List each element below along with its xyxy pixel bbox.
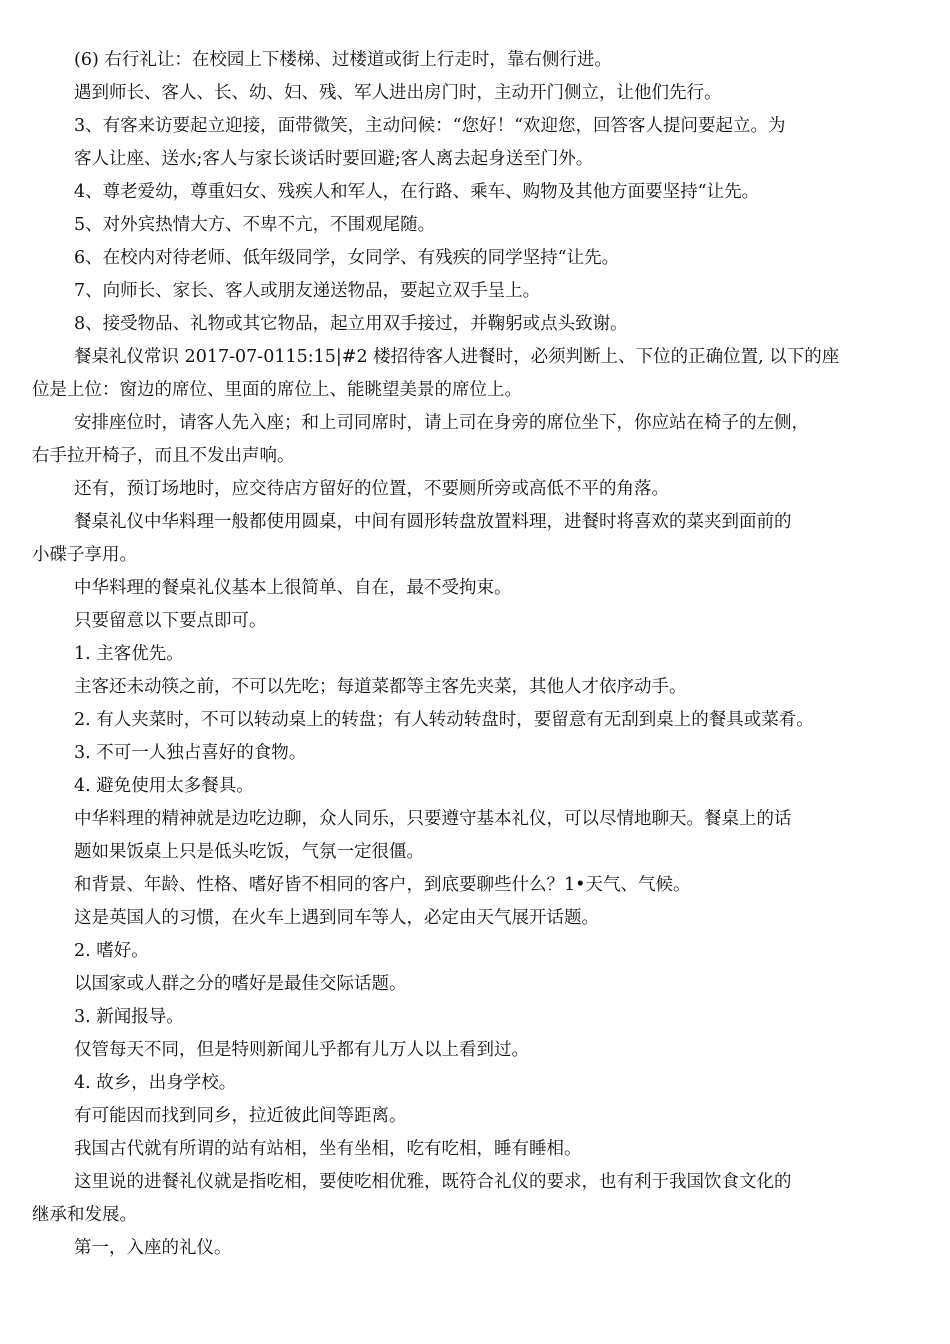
text-line: 8、接受物品、礼物或其它物品，起立用双手接过，并鞠躬或点头致谢。 (74, 314, 628, 334)
text-line: 4、尊老爱幼，尊重妇女、残疾人和军人，在行路、乘车、购物及其他方面要坚持“让先。 (74, 182, 760, 202)
text-line: 3、有客来访要起立迎接，面带微笑，主动问候：“您好！“欢迎您，回答客人提问要起立。为 (74, 116, 786, 136)
text-line: 中华料理的餐桌礼仪基本上很简单、自在，最不受拘束。 (74, 578, 512, 598)
text-line: 这里说的进餐礼仪就是指吃相，要使吃相优雅，既符合礼仪的要求，也有利于我国饮食文化的 (74, 1172, 792, 1192)
text-line: 位是上位：窗边的席位、里面的席位上、能眺望美景的席位上。 (32, 380, 522, 400)
text-line: 和背景、年龄、性格、嗜好皆不相同的客户，到底要聊些什么？1•天气、气候。 (74, 875, 691, 895)
text-line: 餐桌礼仪中华料理一般都使用圆桌，中间有圆形转盘放置料理，进餐时将喜欢的菜夹到面前的 (74, 512, 792, 532)
text-line: 6、在校内对待老师、低年级同学，女同学、有残疾的同学坚持“让先。 (74, 248, 620, 268)
text-line: 7、向师长、家长、客人或朋友递送物品，要起立双手呈上。 (74, 281, 541, 301)
text-line: 我国古代就有所谓的站有站相，坐有坐相，吃有吃相，睡有睡相。 (74, 1139, 582, 1159)
text-line: 5、对外宾热情大方、不卑不亢，不围观尾随。 (74, 215, 436, 235)
text-line: 3. 不可一人独占喜好的食物。 (74, 743, 307, 763)
text-line: 餐桌礼仪常识 2017-07-0115:15|#2 楼招待客人进餐时，必须判断上、下位的正确位置, 以下的座 (74, 347, 840, 367)
document-page (32, 44, 922, 1265)
text-line: 安排座位时，请客人先入座；和上司同席时，请上司在身旁的席位坐下，你应站在椅子的左侧， (74, 413, 809, 433)
text-line: 仅管每天不同，但是特则新闻儿乎都有儿万人以上看到过。 (74, 1040, 529, 1060)
text-line: 右手拉开椅子，而且不发出声响。 (32, 446, 295, 466)
text-line: 第一，入座的礼仪。 (74, 1238, 232, 1258)
text-line: 以国家或人群之分的嗜好是最佳交际话题。 (74, 974, 407, 994)
text-line: 小碟子享用。 (32, 545, 137, 565)
text-line: 题如果饭桌上只是低头吃饭，气氛一定很僵。 (74, 842, 424, 862)
text-line: (6) 右行礼让：在校园上下楼梯、过楼道或街上行走时，靠右侧行进。 (74, 50, 612, 70)
text-line: 中华料理的精神就是边吃边聊，众人同乐，只要遵守基本礼仪，可以尽情地聊天。餐桌上的话 (74, 809, 792, 829)
text-line: 主客还未动筷之前，不可以先吃；每道菜都等主客先夹菜，其他人才依序动手。 (74, 677, 687, 697)
text-line: 有可能因而找到同乡，拉近彼此间等距离。 (74, 1106, 407, 1126)
text-line: 2. 嗜好。 (74, 941, 149, 961)
text-line: 这是英国人的习惯，在火车上遇到同车等人，必定由天气展开话题。 (74, 908, 599, 928)
text-line: 只要留意以下要点即可。 (74, 611, 267, 631)
text-line: 4. 避免使用太多餐具。 (74, 776, 254, 796)
text-line: 2. 有人夹菜时，不可以转动桌上的转盘；有人转动转盘时，要留意有无刮到桌上的餐具或菜肴。 (74, 710, 814, 730)
text-line: 客人让座、送水;客人与家长谈话时要回避;客人离去起身送至门外。 (74, 149, 594, 169)
text-line: 遇到师长、客人、长、幼、妇、残、军人进出房门时，主动开门侧立，让他们先行。 (74, 83, 722, 103)
text-line: 继承和发展。 (32, 1205, 137, 1225)
text-line: 4. 故乡，出身学校。 (74, 1073, 237, 1093)
text-line: 还有，预订场地时，应交待店方留好的位置，不要厕所旁或高低不平的角落。 (74, 479, 669, 499)
text-line: 3. 新闻报导。 (74, 1007, 184, 1027)
text-line: 1. 主客优先。 (74, 644, 184, 664)
